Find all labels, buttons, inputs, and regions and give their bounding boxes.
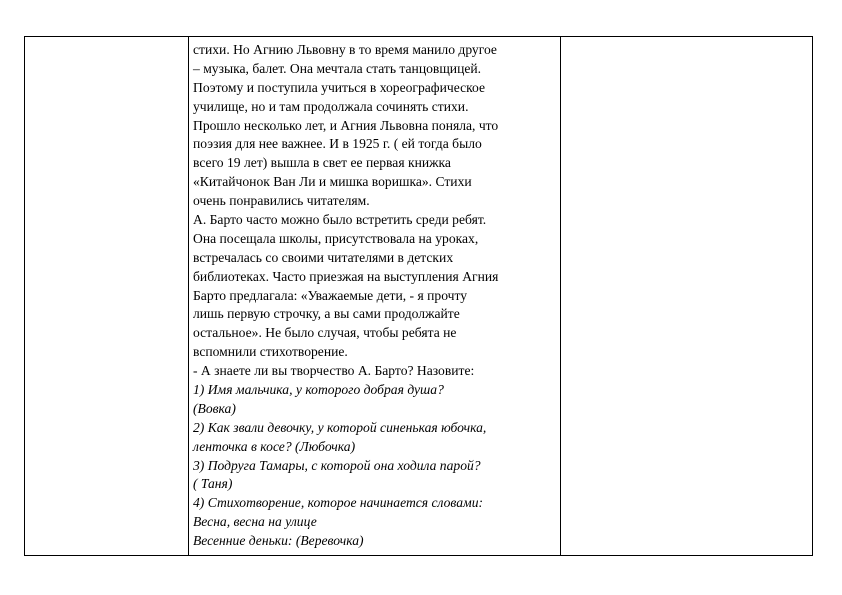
text-line: – музыка, балет. Она мечтала стать танцовщицей.: [193, 60, 482, 76]
text-line: библиотеках. Часто приезжая на выступления Агния: [193, 268, 499, 284]
text-line: училище, но и там продолжала сочинять стихи.: [193, 98, 469, 114]
table-cell-left: [25, 37, 188, 555]
text-line: лишь первую строчку, а вы сами продолжайте: [193, 306, 460, 322]
text-line: ( Таня): [193, 476, 233, 492]
text-line: Весенние деньки: (Веревочка): [193, 533, 364, 549]
text-line: 2) Как звали девочку, у которой синенькая юбочка,: [193, 419, 487, 435]
text-line: очень понравились читателям.: [193, 193, 370, 209]
text-line: Поэтому и поступила учиться в хореографическое: [193, 79, 486, 95]
text-line: 4) Стихотворение, которое начинается словами:: [193, 495, 484, 511]
text-line: ленточка в косе? (Любочка): [193, 438, 356, 454]
text-line: Она посещала школы, присутствовала на уроках,: [193, 230, 479, 246]
text-line: Барто предлагала: «Уважаемые дети, - я прочту: [193, 287, 468, 303]
text-line: встречалась со своими читателями в детских: [193, 249, 454, 265]
text-line: (Вовка): [193, 400, 236, 416]
text-line: 1) Имя мальчика, у которого добрая душа?: [193, 382, 444, 398]
cell-text: [193, 41, 561, 551]
text-line: «Китайчонок Ван Ли и мишка воришка». Стихи: [193, 174, 472, 190]
text-line: остальное». Не было случая, чтобы ребята не: [193, 325, 457, 341]
text-line: поэзия для нее важнее. И в 1925 г. ( ей тогда было: [193, 136, 482, 152]
table-cell-middle: [188, 37, 560, 555]
table-cell-right: [560, 37, 812, 555]
text-line: 3) Подруга Тамары, с которой она ходила парой?: [193, 457, 481, 473]
lesson-table: [24, 36, 813, 556]
text-line: - А знаете ли вы творчество А. Барто? Назовите:: [193, 363, 475, 379]
text-line: всего 19 лет) вышла в свет ее первая книжка: [193, 155, 451, 171]
text-line: стихи. Но Агнию Львовну в то время манило другое: [193, 42, 497, 57]
text-line: Прошло несколько лет, и Агния Львовна поняла, что: [193, 117, 499, 133]
text-line: вспомнили стихотворение.: [193, 344, 348, 360]
text-line: А. Барто часто можно было встретить среди ребят.: [193, 212, 487, 228]
text-line: Весна, весна на улице: [193, 514, 317, 530]
